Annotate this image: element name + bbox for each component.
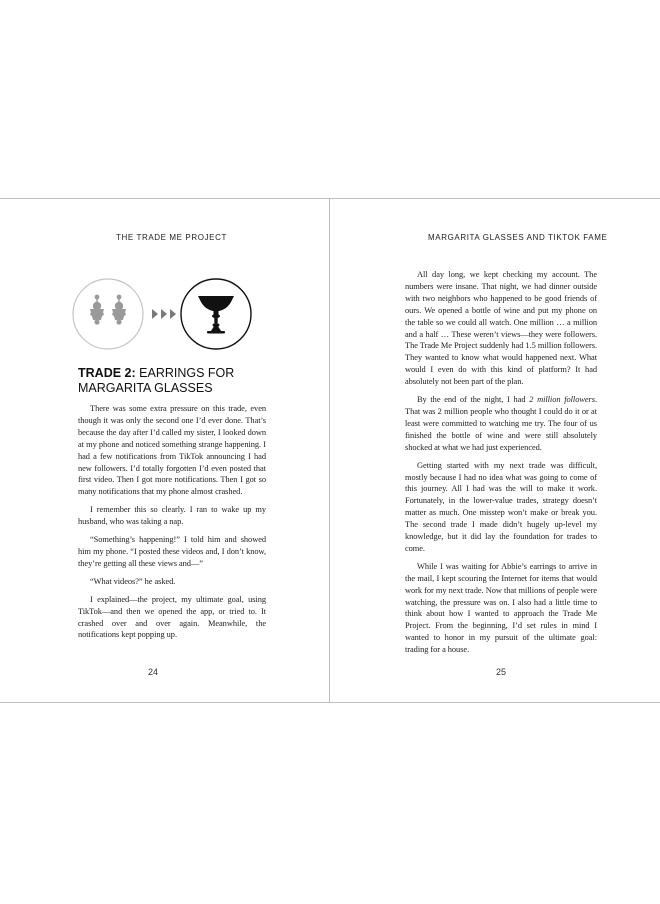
margarita-glass-icon xyxy=(181,279,251,349)
paragraph: While I was waiting for Abbie’s earrings to arrive in the mail, I kept scouring the Internet for items that would work for my next trade. Now that millions of people were watching, the pressure was on. I also had a little time to think about how I wanted to approach the Trade Me Project. From the beginning, I’d set rules in mind I wanted to honor in my pursuit of the ultimate goal: trading for a house. xyxy=(405,561,597,655)
left-body-text xyxy=(78,403,266,647)
paragraph: I explained—the project, my ultimate goal, using TikTok—and then we opened the app, or tried to. It crashed over and over again. Meanwhile, the notifications kept popping up. xyxy=(78,594,266,640)
left-running-head: THE TRADE ME PROJECT xyxy=(116,233,227,242)
right-running-head: MARGARITA GLASSES AND TIKTOK FAME xyxy=(428,233,608,242)
trade-illustration xyxy=(70,276,272,352)
right-page xyxy=(330,199,660,702)
right-page-number: 25 xyxy=(496,667,507,677)
right-body-text xyxy=(405,269,597,662)
trade-heading xyxy=(78,366,298,396)
paragraph: Getting started with my next trade was difficult, mostly because I had no idea what was going to come of this journey. All I had was the will to make it work. Fortunately, in the lower-value trades, strategy doesn’t matter as much. One misstep won’t make or break you. The second trade I made didn’t hugely up-level my knowledge, but it did lay the foundation for trades to come. xyxy=(405,460,597,553)
triple-arrow-icon xyxy=(152,309,176,319)
paragraph: I remember this so clearly. I ran to wake up my husband, who was taking a nap. xyxy=(78,505,266,527)
paragraph: “What videos?” he asked. xyxy=(90,576,176,586)
emphasis-text: 2 million followers xyxy=(529,395,595,405)
book-spread xyxy=(0,198,660,703)
left-page xyxy=(0,199,329,702)
trade-number: TRADE 2: xyxy=(78,366,136,380)
left-page-number: 24 xyxy=(148,667,159,677)
trade-title: EARRINGS FOR MARGARITA GLASSES xyxy=(78,366,235,395)
paragraph: “Something’s happening!” I told him and showed him my phone. “I posted these videos and, I don’t know, they’re getting all these views and—” xyxy=(78,535,266,568)
paragraph: By the end of the night, I had 2 million followers. That was 2 million people who thought I could do it or at least were committed to watching me try. The four of us finished the bottle of wine and were still absolutely shocked at what we had just experienced. xyxy=(405,395,597,452)
paragraph: There was some extra pressure on this trade, even though it was only the second one I’d ever done. That’s because the day after I’d called my sister, I looked down at my phone and noticed something strange happening. I had a few notifications from TikTok announcing I had new followers. I’d totally forgotten I’d even posted that first video. Then I got more notifications. Then I got so many notifications that my phone almost crashed. xyxy=(78,404,266,497)
paragraph: All day long, we kept checking my account. The numbers were insane. That night, we had dinner outside with two neighbors who happened to be good friends of ours. We opened a bottle of wine and put my phone on the table so we could all watch. One million … a million and a half … These weren’t views—they were followers. The Trade Me Project suddenly had 1.5 million followers. They wanted to know what would happened next. What would I even do with this kind of platform? It had absolutely not been part of the plan. xyxy=(405,270,597,387)
earrings-icon xyxy=(73,279,143,349)
